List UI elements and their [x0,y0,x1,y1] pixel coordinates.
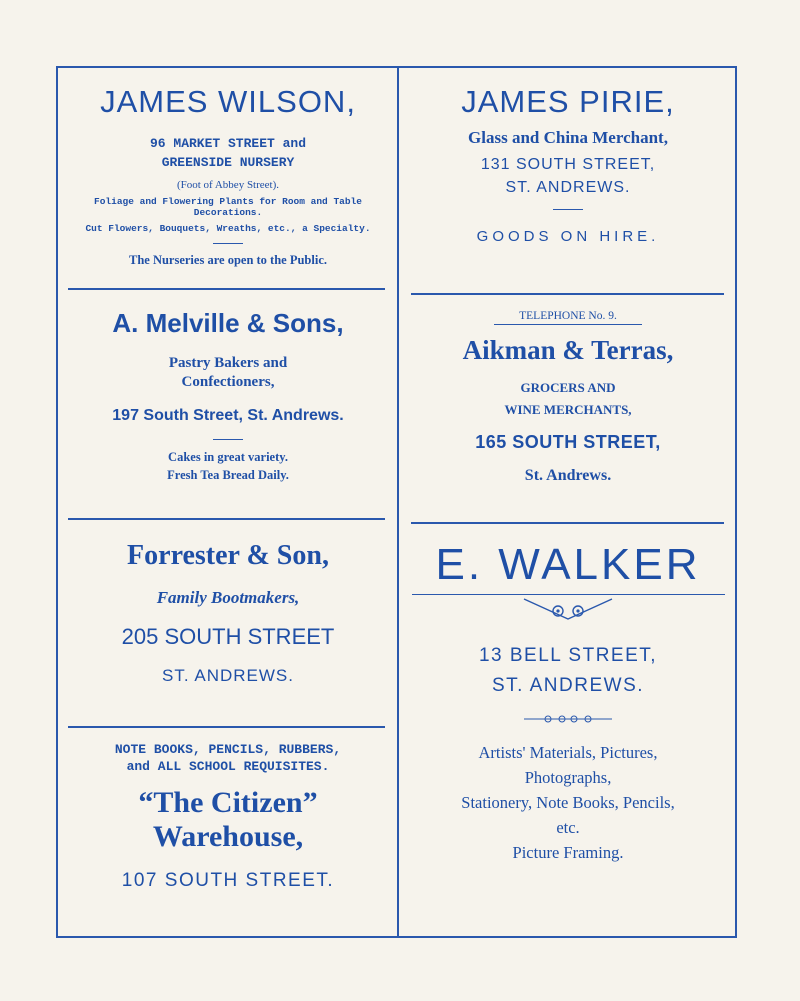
citizen-name-1: “The Citizen” [138,786,318,819]
wilson-rule [213,243,243,244]
walker-town: ST. ANDREWS. [491,675,645,696]
citizen-name-2: Warehouse, [152,820,304,853]
aikman-address: 165 SOUTH STREET, [475,432,661,452]
forrester-name: Forrester & Son, [127,540,329,571]
forrester-town: ST. ANDREWS. [162,666,294,685]
column-divider [397,66,399,938]
wilson-line-3: Cut Flowers, Bouquets, Wreaths, etc., a Specialty. [85,223,371,234]
aikman-trade-1: GROCERS AND [520,380,616,395]
melville-rule [213,439,243,440]
wilson-address-2: GREENSIDE NURSERY [161,155,295,170]
wilson-line-1: Foliage and Flowering Plants for Room and Table [94,196,362,207]
pirie-town: ST. ANDREWS. [505,179,631,196]
pirie-name: JAMES PIRIE, [461,84,675,119]
wilson-address-1: 96 MARKET STREET and [149,136,307,151]
citizen-line-2: and ALL SCHOOL REQUISITES. [126,759,330,774]
citizen-line-1: NOTE BOOKS, PENCILS, RUBBERS, [114,742,342,757]
walker-line-4: etc. [556,818,580,837]
walker-address: 13 BELL STREET, [478,645,658,666]
wilson-name: JAMES WILSON, [100,84,356,119]
scroll-ornament-icon [518,597,618,625]
walker-line-5: Picture Framing. [512,843,624,862]
ad-james-pirie [400,82,736,245]
aikman-town: St. Andrews. [524,467,612,484]
wilson-note: (Foot of Abbey Street). [176,179,280,191]
forrester-address: 205 SOUTH STREET [121,624,335,649]
pirie-trade: Glass and China Merchant, [468,128,668,147]
wilson-line-2: Decorations. [193,207,263,218]
ad-forrester-son [60,540,396,686]
melville-name: A. Melville & Sons, [112,308,344,338]
pirie-footer: GOODS ON HIRE. [476,228,660,245]
ad-aikman-terras [400,310,736,485]
citizen-address: 107 SOUTH STREET. [121,870,335,891]
melville-line-1: Cakes in great variety. [168,450,288,464]
melville-trade-2: Confectioners, [181,374,275,390]
walker-line-1: Artists' Materials, Pictures, [478,743,658,762]
divider-right-1 [411,293,724,295]
wilson-footer: The Nurseries are open to the Public. [128,253,328,267]
divider-left-2 [68,518,385,520]
divider-right-2 [411,522,724,524]
melville-line-2: Fresh Tea Bread Daily. [167,468,289,482]
walker-name-rule [412,594,725,595]
ad-citizen-warehouse [60,742,396,892]
divider-left-1 [68,288,385,290]
walker-line-3: Stationery, Note Books, Pencils, [461,793,675,812]
walker-line-2: Photographs, [524,768,612,787]
aikman-name: Aikman & Terras, [462,335,674,365]
melville-address: 197 South Street, St. Andrews. [112,407,344,424]
aikman-telephone-rule [494,324,642,325]
divider-left-3 [68,726,385,728]
pirie-address: 131 SOUTH STREET, [480,156,656,173]
melville-trade-1: Pastry Bakers and [168,355,288,371]
pirie-rule [553,209,583,210]
aikman-telephone: TELEPHONE No. 9. [519,310,617,322]
aikman-trade-2: WINE MERCHANTS, [504,402,632,417]
chain-ornament-icon [518,713,618,725]
ad-james-wilson [60,82,396,268]
walker-name: E. WALKER [435,540,701,589]
ad-melville-sons [60,308,396,483]
ad-e-walker [400,540,736,863]
forrester-trade: Family Bootmakers, [156,588,300,607]
